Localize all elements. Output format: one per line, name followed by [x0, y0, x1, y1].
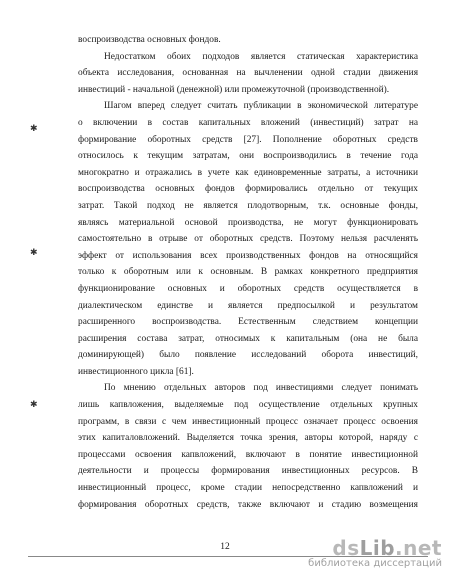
text-line: инвестиционного цикла [61].: [78, 366, 194, 377]
text-line: функционирование основных и оборотных средств осуществляется в: [78, 283, 418, 294]
text-line: воспроизводства основных фондов формировались отдельно от текущих: [78, 184, 418, 195]
text-line: программ, в связи с чем инвестиционный процесс означает процесс освоения: [78, 416, 418, 427]
text-line: доминирующей) было появление исследований оборота инвестиций,: [78, 350, 418, 361]
logo-wordmark: [308, 536, 442, 560]
text-line: только к оборотным или к основным. В рамках конкретного предприятия: [78, 267, 418, 278]
text-line: самостоятельно в отрыве от оборотных средств. Поэтому нельзя расчленять: [78, 234, 418, 245]
body-text: [78, 32, 418, 513]
text-line: процессами освоения капвложений, включают в понятие инвестиционной: [78, 449, 418, 460]
margin-mark: ✱: [30, 248, 38, 258]
text-line: затрат. Такой подход не является плодотворным, т.к. основные фонды,: [78, 200, 418, 211]
text-line: расширения состава затрат, относимых к капитальным (она не была: [78, 333, 418, 344]
text-line: формирования оборотных средств, также включают и стадию возмещения: [78, 499, 418, 510]
margin-mark: ✱: [30, 124, 38, 134]
paragraph-1: [78, 32, 418, 49]
paragraph-3: [78, 98, 418, 115]
logo-part: Lib: [359, 536, 396, 560]
text-line: этих капиталовложений. Выделяется точка зрения, авторы которой, наряду с: [78, 433, 418, 444]
text-line: о включении в состав капитальных вложений (инвестиций) затрат на: [78, 117, 418, 128]
text-line: воспроизводства основных фондов.: [78, 35, 221, 45]
text-line: диалектическом единстве и является предпосылкой и результатом: [78, 300, 418, 311]
logo-part: .net: [395, 536, 442, 560]
text-line: формирование оборотных средств [27]. Пополнение оборотных средств: [78, 134, 418, 145]
text-line: многократно и отражались в учете как единовременные затраты, а источники: [78, 167, 418, 178]
text-line: инвестиционный процесс, кроме стадии непосредственно капвложений и: [78, 483, 418, 494]
text-line: Шагом вперед следует считать публикации в экономической литературе: [104, 101, 418, 112]
paragraph-2: [78, 49, 418, 66]
text-line: деятельности и процессы формирования инвестиционных ресурсов. В: [78, 466, 418, 477]
text-line: Недостатком обоих подходов является статическая характеристика: [104, 51, 418, 62]
text-line: объекта исследования, основанная на вычленении одной стадии движения: [78, 68, 418, 79]
paragraph-3-cont: [78, 115, 418, 381]
text-line: относилось к текущим затратам, они воспроизводились в течение года: [78, 151, 418, 162]
page-number: 12: [220, 542, 230, 552]
paragraph-4: [78, 380, 418, 397]
text-line: расширенного воспроизводства. Естественным следствием концепции: [78, 317, 418, 328]
paragraph-2-cont: [78, 65, 418, 98]
margin-mark: ✱: [30, 400, 38, 410]
text-line: лишь капвложения, выделяемые под осуществление отдельных крупных: [78, 400, 418, 411]
logo-part: ds: [332, 536, 360, 560]
logo-subtitle: библиотека диссертаций: [308, 558, 442, 569]
text-line: По мнению отдельных авторов под инвестициями следует понимать: [104, 383, 418, 394]
paragraph-4-cont: [78, 397, 418, 513]
dslib-watermark-logo: [308, 536, 442, 569]
text-line: инвестиций - начальной (денежной) или промежуточной (производственной).: [78, 84, 390, 95]
text-line: эффект от использования всех производственных фондов на относящийся: [78, 250, 418, 261]
text-line: являясь материальной основой производства, не могут функционировать: [78, 217, 418, 228]
